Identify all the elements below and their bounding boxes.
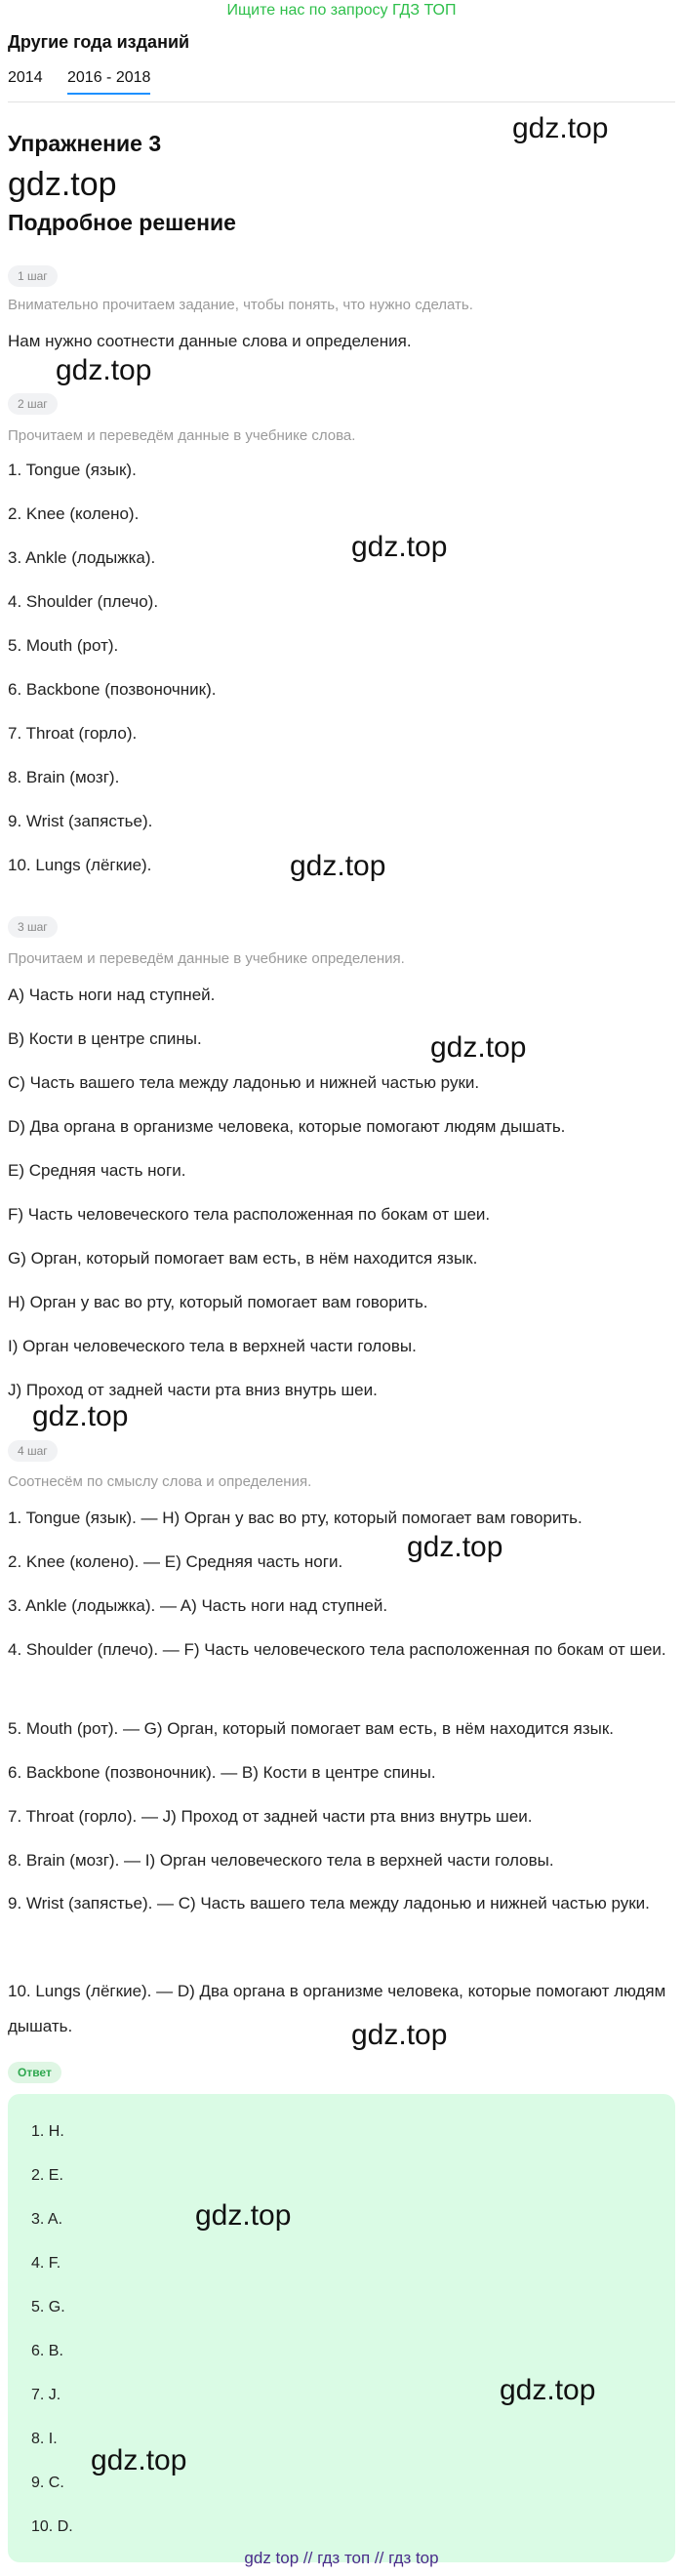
list-item: 8. Brain (мозг).: [8, 768, 120, 786]
watermark: gdz.top: [407, 1531, 503, 1563]
detailed-solution-title: Подробное решение: [8, 210, 236, 235]
list-item: F) Часть человеческого тела расположенная по бокам от шеи.: [8, 1205, 491, 1224]
watermark: gdz.top: [430, 1031, 527, 1064]
list-item: 1. Tongue (язык).: [8, 461, 137, 479]
list-item: C) Часть вашего тела между ладонью и нижней частью руки.: [8, 1073, 480, 1092]
answer-item: 8. I.: [31, 2431, 58, 2447]
list-item: 7. Throat (горло).: [8, 724, 138, 743]
list-item: 4. Shoulder (плечо). — F) Часть человеческого тела расположенная по бокам от шеи.: [8, 1640, 666, 1659]
step-hint: Прочитаем и переведём данные в учебнике определения.: [8, 950, 405, 967]
exercise-title: Упражнение 3: [8, 131, 162, 156]
step-text: Нам нужно соотнести данные слова и определения.: [8, 332, 412, 350]
tabs-divider: [8, 101, 675, 102]
answer-box: [8, 2094, 675, 2562]
tab-2014[interactable]: 2014: [8, 69, 43, 86]
list-item: 6. Backbone (позвоночник).: [8, 680, 217, 699]
watermark: gdz.top: [500, 2374, 596, 2406]
list-item: 4. Shoulder (плечо).: [8, 592, 159, 611]
list-item: E) Средняя часть ноги.: [8, 1161, 186, 1180]
list-item: 3. Ankle (лодыжка). — A) Часть ноги над ступней.: [8, 1596, 388, 1615]
list-item: G) Орган, который помогает вам есть, в нём находится язык.: [8, 1249, 478, 1268]
watermark: gdz.top: [351, 531, 448, 563]
list-item: 8. Brain (мозг). — I) Орган человеческого тела в верхней части головы.: [8, 1851, 554, 1870]
watermark: gdz.top: [56, 354, 152, 386]
list-item: I) Орган человеческого тела в верхней части головы.: [8, 1337, 417, 1355]
list-item: 5. Mouth (рот). — G) Орган, который помогает вам есть, в нём находится язык.: [8, 1719, 615, 1738]
list-item: 10. Lungs (лёгкие).: [8, 856, 152, 874]
list-item: 5. Mouth (рот).: [8, 636, 119, 655]
list-item: H) Орган у вас во рту, который помогает вам говорить.: [8, 1293, 428, 1311]
brand-title: gdz.top: [8, 166, 117, 203]
other-years-title: Другие года изданий: [8, 32, 190, 52]
list-item: 9. Wrist (запястье). — C) Часть вашего тела между ладонью и нижней частью руки.: [8, 1894, 650, 1912]
answer-item: 1. H.: [31, 2123, 64, 2140]
list-item: J) Проход от задней части рта вниз внутрь шеи.: [8, 1381, 378, 1399]
answer-item: 6. B.: [31, 2343, 63, 2359]
answer-item: 5. G.: [31, 2299, 65, 2315]
watermark: gdz.top: [351, 2019, 448, 2051]
step-badge: 3 шаг: [8, 916, 58, 938]
list-item: 9. Wrist (запястье).: [8, 812, 153, 830]
watermark: gdz.top: [290, 850, 386, 882]
tab-2016-2018[interactable]: 2016 - 2018: [67, 69, 150, 95]
list-item: 2. Knee (колено).: [8, 504, 140, 523]
watermark: gdz.top: [32, 1400, 129, 1432]
answer-item: 7. J.: [31, 2387, 61, 2403]
step-hint: Прочитаем и переведём данные в учебнике слова.: [8, 427, 356, 444]
step-badge: 1 шаг: [8, 265, 58, 287]
list-item: 1. Tongue (язык). — H) Орган у вас во рту, который помогает вам говорить.: [8, 1509, 583, 1527]
list-item: 7. Throat (горло). — J) Проход от задней части рта вниз внутрь шеи.: [8, 1807, 533, 1826]
list-item: D) Два органа в организме человека, которые помогают людям дышать.: [8, 1117, 566, 1136]
answer-item: 10. D.: [31, 2518, 73, 2535]
watermark: gdz.top: [195, 2199, 292, 2232]
answer-item: 2. E.: [31, 2167, 63, 2184]
list-item: 3. Ankle (лодыжка).: [8, 548, 156, 567]
step-badge: 4 шаг: [8, 1440, 58, 1462]
answer-item: 9. C.: [31, 2475, 64, 2491]
list-item: 10. Lungs (лёгкие). — D) Два органа в организме человека, которые помогают людям дышать.: [8, 1982, 666, 2035]
step-hint: Соотнесём по смыслу слова и определения.: [8, 1473, 312, 1490]
answer-item: 3. A.: [31, 2211, 63, 2228]
answer-badge: Ответ: [8, 2062, 61, 2083]
search-banner: Ищите нас по запросу ГДЗ ТОП: [226, 2, 457, 19]
watermark: gdz.top: [91, 2444, 187, 2476]
list-item: B) Кости в центре спины.: [8, 1029, 202, 1048]
step-hint: Внимательно прочитаем задание, чтобы понять, что нужно сделать.: [8, 297, 473, 313]
footer-links[interactable]: gdz top // гдз топ // гдз top: [244, 2549, 439, 2567]
list-item: A) Часть ноги над ступней.: [8, 986, 216, 1004]
watermark: gdz.top: [512, 112, 609, 144]
answer-item: 4. F.: [31, 2255, 61, 2272]
list-item: 6. Backbone (позвоночник). — B) Кости в центре спины.: [8, 1763, 436, 1782]
list-item: 2. Knee (колено). — E) Средняя часть ноги.: [8, 1552, 343, 1571]
step-badge: 2 шаг: [8, 393, 58, 415]
